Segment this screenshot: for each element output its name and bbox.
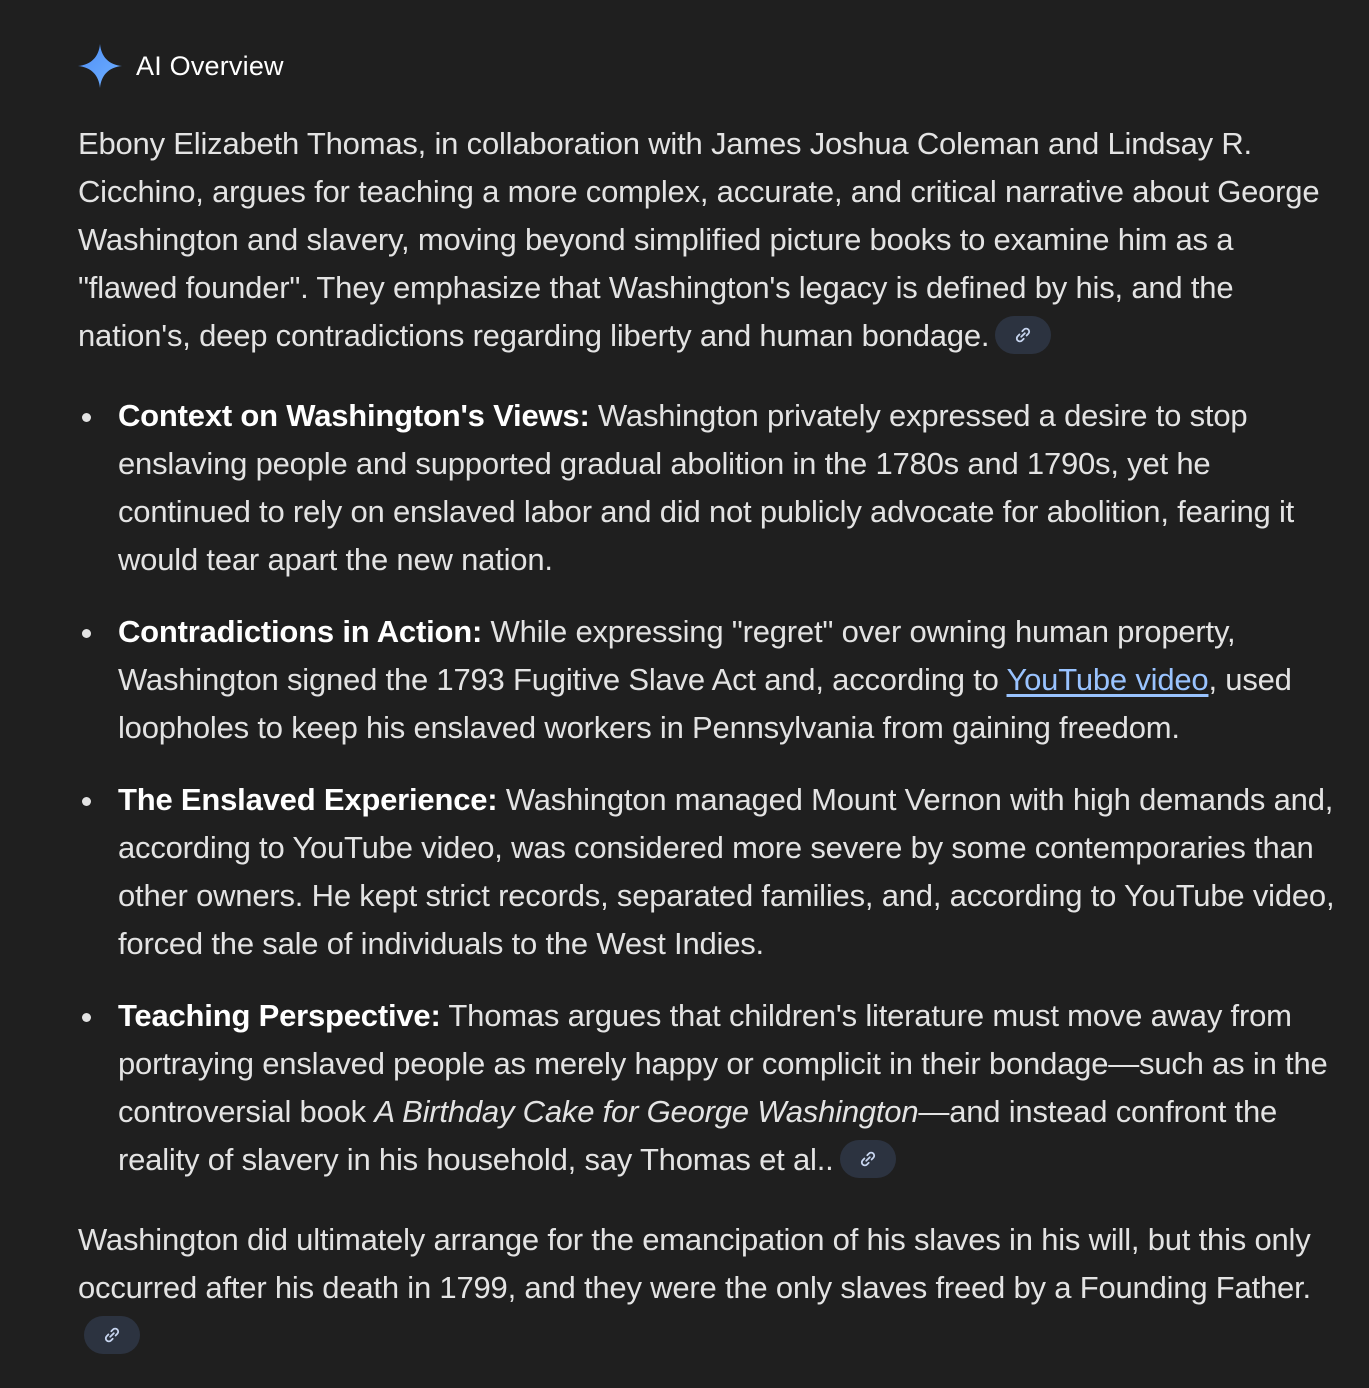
source-link-chip[interactable] [840, 1140, 896, 1178]
bullet-text: Washington privately expressed a desire to stop enslaving people and supported gradual abolition in the 1780s and 1790s, yet he continued to rely on enslaved labor and did not publicly advocate for abolition, fearing it would tear apart the new nation. [118, 398, 1295, 577]
bullet-text-continued: —and instead confront the reality of slavery in his household, say Thomas et al.. [118, 1094, 1278, 1177]
intro-text: Ebony Elizabeth Thomas, in collaboration with James Joshua Coleman and Lindsay R. Cicchino, argues for teaching a more complex, accurate, and critical narrative about George Washington and slavery, moving beyond simplified picture books to examine him as a "flawed founder". They emphasize that Washington's legacy is defined by his, and the nation's, deep contradictions regarding liberty and human bondage. [78, 126, 1320, 353]
bullet-text-continued: , used loopholes to keep his enslaved workers in Pennsylvania from gaining freedom. [118, 662, 1292, 745]
ai-overview-title: AI Overview [136, 50, 284, 81]
bullet-text: Washington managed Mount Vernon with high demands and, according to YouTube video, was considered more severe by some contemporaries than other owners. He kept strict records, separated families, and, according to YouTube video, forced the sale of individuals to the West Indies. [118, 782, 1335, 961]
bullet-heading: Context on Washington's Views: [118, 398, 590, 433]
list-item [78, 776, 1340, 968]
ai-overview-header [78, 42, 284, 90]
bullet-dot [82, 797, 91, 806]
bullet-heading: Teaching Perspective: [118, 998, 441, 1033]
bullet-dot [82, 413, 91, 422]
link-icon [858, 1149, 878, 1169]
link-icon [102, 1325, 122, 1345]
list-item [78, 992, 1340, 1184]
ai-overview-content [78, 120, 1340, 1360]
bullet-text: While expressing "regret" over owning human property, Washington signed the 1793 Fugitive Slave Act and, according to [118, 614, 1236, 697]
bullet-dot [82, 629, 91, 638]
youtube-video-link[interactable]: YouTube video [1006, 662, 1209, 697]
bullet-text: Thomas argues that children's literature must move away from portraying enslaved people as merely happy or complicit in their bondage—such as in the controversial book [118, 998, 1328, 1129]
source-link-chip[interactable] [84, 1316, 140, 1354]
sparkle-icon [77, 43, 123, 89]
book-title: A Birthday Cake for George Washington [374, 1094, 919, 1129]
link-icon [1013, 325, 1033, 345]
list-item [78, 392, 1340, 584]
intro-paragraph [78, 120, 1340, 360]
bullet-heading: Contradictions in Action: [118, 614, 483, 649]
source-link-chip[interactable] [995, 316, 1051, 354]
conclusion-text: Washington did ultimately arrange for the emancipation of his slaves in his will, but this only occurred after his death in 1799, and they were the only slaves freed by a Founding Father. [78, 1222, 1311, 1305]
list-item [78, 608, 1340, 752]
bullet-heading: The Enslaved Experience: [118, 782, 498, 817]
conclusion-paragraph [78, 1216, 1340, 1360]
bullet-list [78, 392, 1340, 1184]
bullet-dot [82, 1013, 91, 1022]
